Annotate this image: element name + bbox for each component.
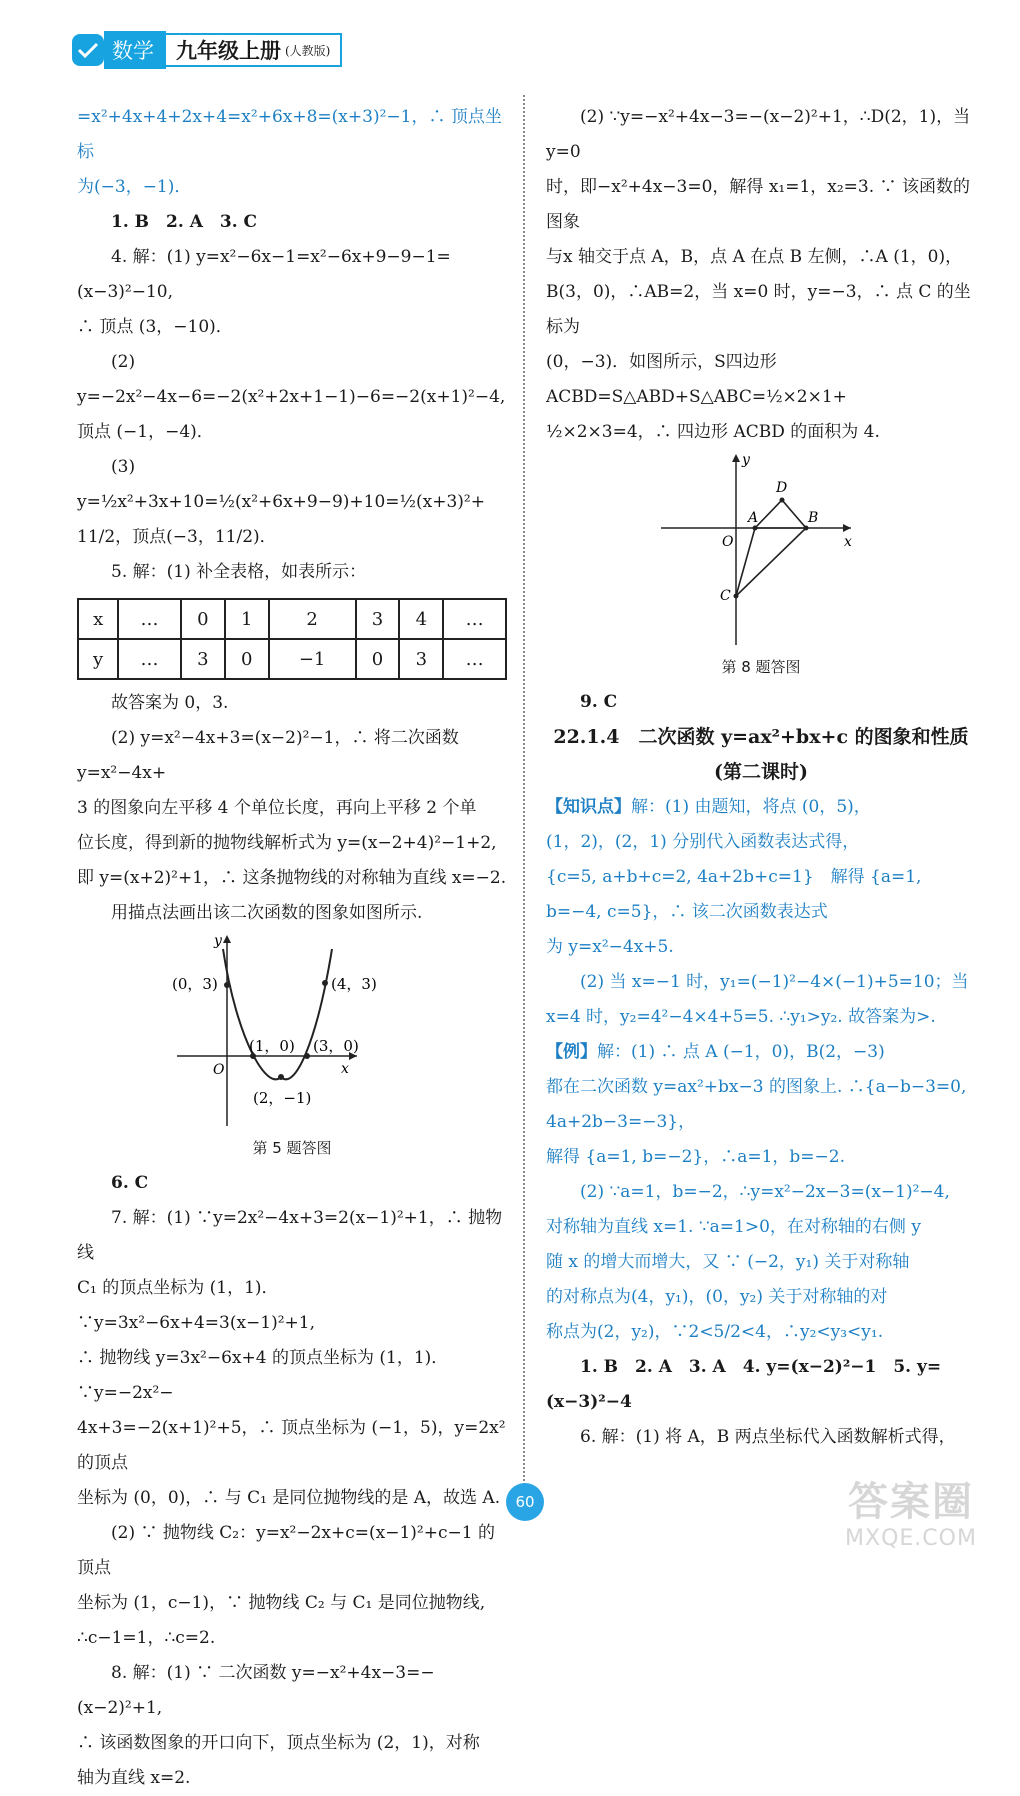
line: (2) 当 x=−1 时，y₁=(−1)²−4×(−1)+5=10；当 [580, 972, 969, 992]
table-cell: 0 [181, 599, 225, 639]
line: =x²+4x+4+2x+4=x²+6x+8=(x+3)²−1，∴ 顶点坐标 [77, 107, 502, 162]
y-arrow-icon [732, 454, 740, 462]
line: 7. 解：(1) ∵y=2x²−4x+3=2(x−1)²+1，∴ 抛物线 [77, 1208, 503, 1263]
line: 顶点 (−1，−4)． [77, 422, 214, 442]
line: 即 y=(x+2)²+1，∴ 这条抛物线的对称轴为直线 x=−2. [77, 868, 507, 888]
figure-caption: 第 5 题答图 [252, 1139, 332, 1157]
triangle-abd [755, 500, 806, 528]
y-label: y [214, 933, 222, 949]
line: ∴c−1=1，∴c=2. [77, 1628, 216, 1648]
y-label: y [742, 452, 750, 468]
point-label: C [720, 588, 731, 604]
answer-line: 1. B 2. A 3. C [111, 212, 258, 232]
origin-label: O [722, 534, 734, 550]
line: ∴ 抛物线 y=3x²−6x+4 的顶点坐标为 (1，1)．∵y=−2x²− [77, 1348, 449, 1403]
point-label: (4，3) [331, 975, 377, 993]
line: 的对称点为(4，y₁)，(0，y₂) 关于对称轴的对 [546, 1287, 888, 1307]
line: 随 x 的增大而增大，又 ∵ (−2，y₁) 关于对称轴 [546, 1252, 910, 1272]
line: 与x 轴交于点 A，B，点 A 在点 B 左侧，∴A (1，0)， [546, 247, 963, 267]
point [304, 1053, 310, 1059]
table-cell: −1 [269, 639, 356, 679]
table-cell: … [443, 599, 506, 639]
figure-5-parabola [77, 931, 507, 1131]
x-arrow-icon [843, 524, 851, 532]
table-cell: 1 [225, 599, 269, 639]
point [734, 594, 739, 599]
point-label: (3，0) [313, 1037, 359, 1055]
point-label: D [776, 480, 788, 496]
figure-8-quadrilateral [546, 450, 976, 650]
table-cell: x [78, 599, 118, 639]
line: 3 的图象向左平移 4 个单位长度，再向上平移 2 个单 [77, 798, 477, 818]
table-cell: 2 [269, 599, 356, 639]
line: 称点为(2，y₂)，∵2<5/2<4，∴y₂<y₃<y₁. [546, 1322, 884, 1342]
segment-cb [736, 528, 806, 596]
point [322, 980, 328, 986]
point-label: B [808, 510, 819, 526]
line: (2) ∵y=−x²+4x−3=−(x−2)²+1，∴D(2，1)，当 y=0 [546, 107, 971, 162]
line: B(3，0)，∴AB=2，当 x=0 时，y=−3，∴ 点 C 的坐标为 [546, 282, 971, 337]
answer-line: 9. C [580, 692, 618, 712]
table-cell: … [443, 639, 506, 679]
line: 故答案为 0，3. [111, 693, 229, 713]
point-label: A [748, 510, 759, 526]
point [278, 1074, 284, 1080]
table-cell: 3 [181, 639, 225, 679]
line: 位长度，得到新的抛物线解析式为 y=(x−2+4)²−1+2, [77, 833, 497, 853]
check-book-icon [72, 34, 104, 66]
origin-label: O [213, 1062, 225, 1078]
line: C₁ 的顶点坐标为 (1，1)．∵y=3x²−6x+4=3(x−1)²+1, [77, 1278, 316, 1333]
line: 8. 解：(1) ∵ 二次函数 y=−x²+4x−3=−(x−2)²+1, [77, 1663, 435, 1718]
point-label: (0，3) [172, 975, 218, 993]
line: 6. 解：(1) 将 A，B 两点坐标代入函数解析式得， [580, 1427, 956, 1447]
line: (0，−3)．如图所示，S四边形ACBD=S△ABD+S△ABC=½×2×1+ [546, 352, 847, 407]
line: 为(−3，−1)． [77, 177, 192, 197]
line: (3) y=½x²+3x+10=½(x²+6x+9−9)+10=½(x+3)²+ [77, 457, 485, 512]
line: 都在二次函数 y=ax²+bx−3 的图象上. ∴{a−b−3=0, 4a+2b−3=−3}， [546, 1077, 967, 1132]
table-cell: 0 [225, 639, 269, 679]
line [546, 790, 976, 825]
figure-caption: 第 8 题答图 [721, 658, 801, 676]
line: 为 y=x²−4x+5. [546, 937, 674, 957]
table-cell: 3 [356, 599, 400, 639]
column-divider [523, 95, 525, 1485]
page-header [72, 30, 342, 70]
line: 对称轴为直线 x=1. ∵a=1>0，在对称轴的右侧 y [546, 1217, 921, 1237]
answer-line: 6. C [111, 1173, 149, 1193]
line: 5. 解：(1) 补全表格，如表所示： [111, 562, 367, 582]
line: {c=5, a+b+c=2, 4a+2b+c=1} 解得 {a=1, b=−4, c=5}，∴ 该二次函数表达式 [546, 867, 922, 922]
point [753, 526, 758, 531]
line: 坐标为 (1，c−1)，∵ 抛物线 C₂ 与 C₁ 是同位抛物线, [77, 1593, 486, 1613]
grade-label [166, 33, 342, 67]
line: ∴ 顶点 (3，−10)． [77, 317, 233, 337]
section-subtitle: (第二课时) [714, 761, 808, 783]
line: 时，即−x²+4x−3=0，解得 x₁=1，x₂=3. ∵ 该函数的图象 [546, 177, 970, 232]
parabola-curve [223, 949, 332, 1079]
x-label: x [341, 1061, 349, 1077]
line [546, 1035, 976, 1070]
point [780, 498, 785, 503]
page-number: 60 [506, 1483, 544, 1521]
subject-label: 数学 [104, 31, 166, 69]
knowledge-tag: 【知识点】 [546, 797, 631, 817]
table-row [78, 599, 506, 639]
line: 解得 {a=1, b=−2}，∴a=1，b=−2. [546, 1147, 846, 1167]
answer-line: 1. B 2. A 3. A 4. y=(x−2)²−1 5. y=(x−3)²−4 [546, 1357, 942, 1412]
line: (2) y=x²−4x+3=(x−2)²−1，∴ 将二次函数 y=x²−4x+ [77, 728, 459, 783]
table-cell: 0 [356, 639, 400, 679]
line: (1，2)，(2，1) 分别代入函数表达式得， [546, 832, 860, 852]
line-text: 解：(1) ∴ 点 A (−1，0)，B(2，−3) [597, 1042, 885, 1062]
line: ∴ 该函数图象的开口向下，顶点坐标为 (2，1)，对称 [77, 1733, 480, 1753]
line: 4. 解：(1) y=x²−6x−1=x²−6x+9−9−1=(x−3)²−10, [77, 247, 451, 302]
line: (2) ∵a=1，b=−2，∴y=x²−2x−3=(x−1)²−4, [580, 1182, 950, 1202]
table-cell: … [118, 599, 181, 639]
table-row [78, 639, 506, 679]
watermark-text: 答案圈 [848, 1479, 974, 1525]
value-table [77, 598, 507, 680]
line: (2) ∵ 抛物线 C₂：y=x²−2x+c=(x−1)²+c−1 的顶点 [77, 1523, 495, 1578]
point-label: (1，0) [249, 1037, 295, 1055]
table-cell: … [118, 639, 181, 679]
point [804, 526, 809, 531]
line: ½×2×3=4，∴ 四边形 ACBD 的面积为 4. [546, 422, 880, 442]
left-column [77, 100, 507, 1796]
point-label: (2，−1) [253, 1089, 312, 1107]
line: 11/2，顶点(−3，11/2)． [77, 527, 277, 547]
line: x=4 时，y₂=4²−4×4+5=5. ∴y₁>y₂. 故答案为>. [546, 1007, 936, 1027]
point [224, 982, 230, 988]
y-arrow-icon [223, 935, 231, 943]
watermark-url: MXQE.COM [845, 1526, 977, 1551]
line: 用描点法画出该二次函数的图象如图所示. [111, 903, 423, 923]
example-tag: 【例】 [546, 1042, 597, 1062]
grade-text: 九年级上册 [176, 38, 281, 63]
table-cell: y [78, 639, 118, 679]
section-title: 22.1.4 二次函数 y=ax²+bx+c 的图象和性质 [553, 726, 969, 748]
line: (2) y=−2x²−4x−6=−2(x²+2x+1−1)−6=−2(x+1)²−4, [77, 352, 506, 407]
table-cell: 4 [399, 599, 443, 639]
right-column [546, 100, 976, 1455]
line: 4x+3=−2(x+1)²+5，∴ 顶点坐标为 (−1，5)，y=2x² 的顶点 [77, 1418, 506, 1473]
edition-text: (人教版) [285, 43, 331, 58]
x-label: x [844, 534, 852, 550]
line: 轴为直线 x=2. [77, 1768, 191, 1788]
table-cell: 3 [399, 639, 443, 679]
line-text: 解：(1) 由题知，将点 (0，5)， [631, 797, 871, 817]
watermark-logo [836, 1478, 986, 1552]
line: 坐标为 (0，0)，∴ 与 C₁ 是同位抛物线的是 A，故选 A. [77, 1488, 501, 1508]
